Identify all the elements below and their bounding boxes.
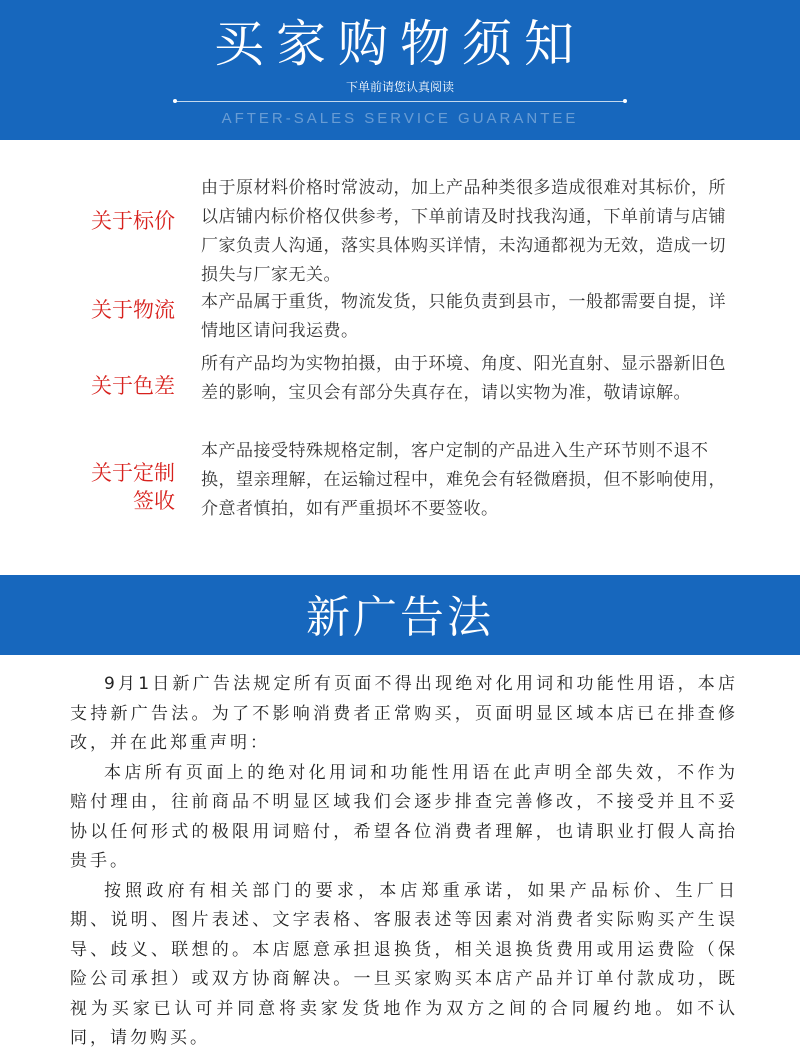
law-paragraph: 按照政府有相关部门的要求，本店郑重承诺，如果产品标价、生厂日期、说明、图片表述、文字表格、客服表述等因素对消费者实际购买产生误导、歧义、联想的。本店愿意承担退换货，相关退换货费用或用运费险（保险公司承担）或双方协商解决。一旦买家购买本店产品并订单付款成功，既视为买家已认可并同意将卖家发货地作为双方之间的合同履约地。如不认同，请勿购买。	[70, 880, 738, 1048]
banner-subtitle: 下单前请您认真阅读	[345, 80, 454, 94]
divider-dot-left	[173, 99, 177, 103]
notice-section	[0, 140, 800, 575]
buyer-notice-banner	[0, 0, 800, 140]
notice-text-custom: 本产品接受特殊规格定制，客户定制的产品进入生产环节则不退不换，望亲理解，在运输过程中，难免会有轻微磨损，但不影响使用，介意者慎拍，如有严重损坏不要签收。	[201, 441, 726, 519]
banner-english-caption: AFTER-SALES SERVICE GUARANTEE	[221, 110, 579, 127]
divider	[175, 101, 625, 102]
law-paragraph: 9月1日新广告法规定所有页面不得出现绝对化用词和功能性用语，本店支持新广告法。为了不影响消费者正常购买，页面明显区域本店已在排查修改，并在此郑重声明：	[70, 674, 738, 753]
notice-text-logistics: 本产品属于重货，物流发货，只能负责到县市，一般都需要自提，详情地区请问我运费。	[201, 292, 726, 341]
notice-label-custom-line1: 关于定制	[91, 461, 175, 485]
advertising-law-body	[70, 670, 738, 1054]
notice-text-pricing: 由于原材料价格时常波动，加上产品种类很多造成很难对其标价，所以店铺内标价格仅供参考，下单前请及时找我沟通，下单前请与店铺厂家负责人沟通，落实具体购买详情，未沟通都视为无效，造成一切损失与厂家无关。	[201, 178, 726, 285]
law-paragraph: 本店所有页面上的绝对化用词和功能性用语在此声明全部失效，不作为赔付理由，往前商品不明显区域我们会逐步排查完善修改，不接受并且不妥协以任何形式的极限用词赔付，希望各位消费者理解，也请职业打假人高抬贵手。	[70, 762, 738, 871]
notice-label-logistics: 关于物流	[91, 298, 175, 322]
banner-title: 买家购物须知	[214, 15, 586, 73]
divider-dot-right	[623, 99, 627, 103]
notice-label-pricing: 关于标价	[91, 209, 175, 233]
notice-label-custom-line2: 签收	[133, 489, 175, 513]
notice-text-color: 所有产品均为实物拍摄，由于环境、角度、阳光直射、显示器新旧色差的影响，宝贝会有部分失真存在，请以实物为准，敬请谅解。	[201, 354, 726, 403]
advertising-law-banner	[0, 575, 800, 655]
notice-label-color: 关于色差	[91, 374, 175, 398]
advertising-law-title: 新广告法	[306, 592, 494, 643]
